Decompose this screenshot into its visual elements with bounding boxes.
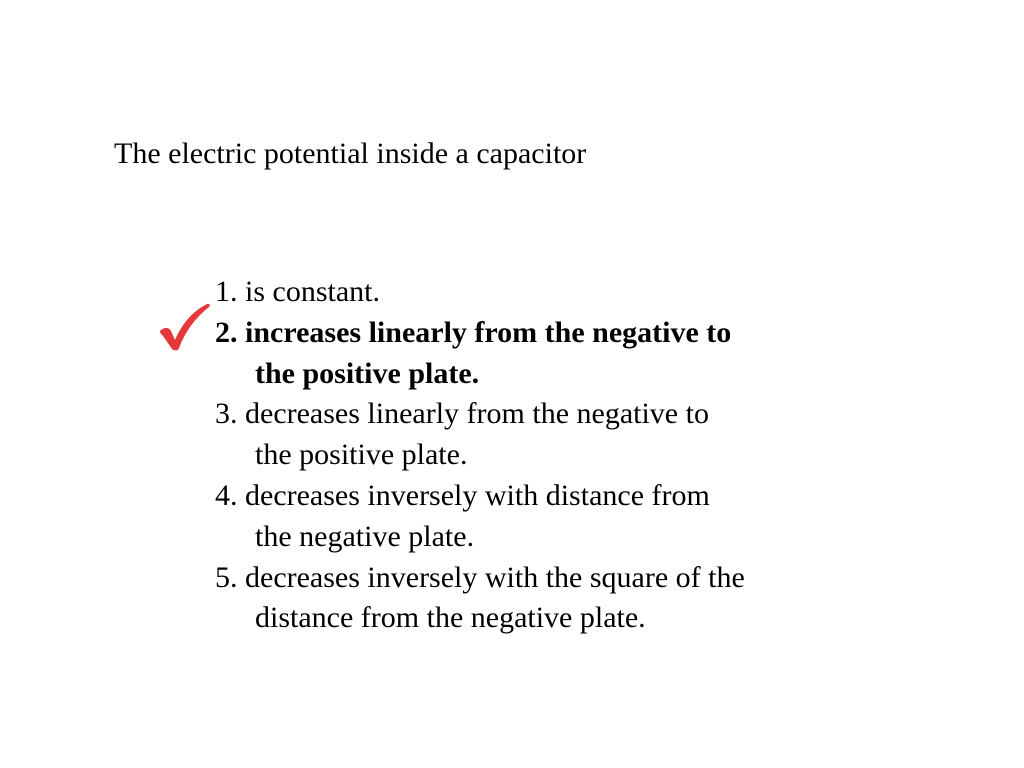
answer-option-5-continuation: distance from the negative plate. xyxy=(255,601,646,635)
answer-option-2-continuation: the positive plate. xyxy=(255,356,480,390)
answer-options xyxy=(215,272,745,639)
answer-option-4-continuation: the negative plate. xyxy=(255,519,475,553)
answer-option-3-continuation: the positive plate. xyxy=(255,438,468,472)
answer-option-2 xyxy=(215,313,745,395)
answer-option-4-text: 4. decreases inversely with distance from xyxy=(215,478,710,512)
answer-option-5 xyxy=(215,558,745,640)
answer-option-4 xyxy=(215,476,745,558)
answer-option-3 xyxy=(215,394,745,476)
answer-option-1 xyxy=(215,272,745,313)
answer-option-1-text: 1. is constant. xyxy=(215,275,380,308)
answer-option-3-text: 3. decreases linearly from the negative to xyxy=(215,397,709,431)
question-text: The electric potential inside a capacitor xyxy=(114,137,587,170)
checkmark-icon xyxy=(157,300,213,356)
answer-option-5-text: 5. decreases inversely with the square of the xyxy=(215,560,745,594)
answer-option-2-text: 2. increases linearly from the negative to xyxy=(215,315,732,349)
